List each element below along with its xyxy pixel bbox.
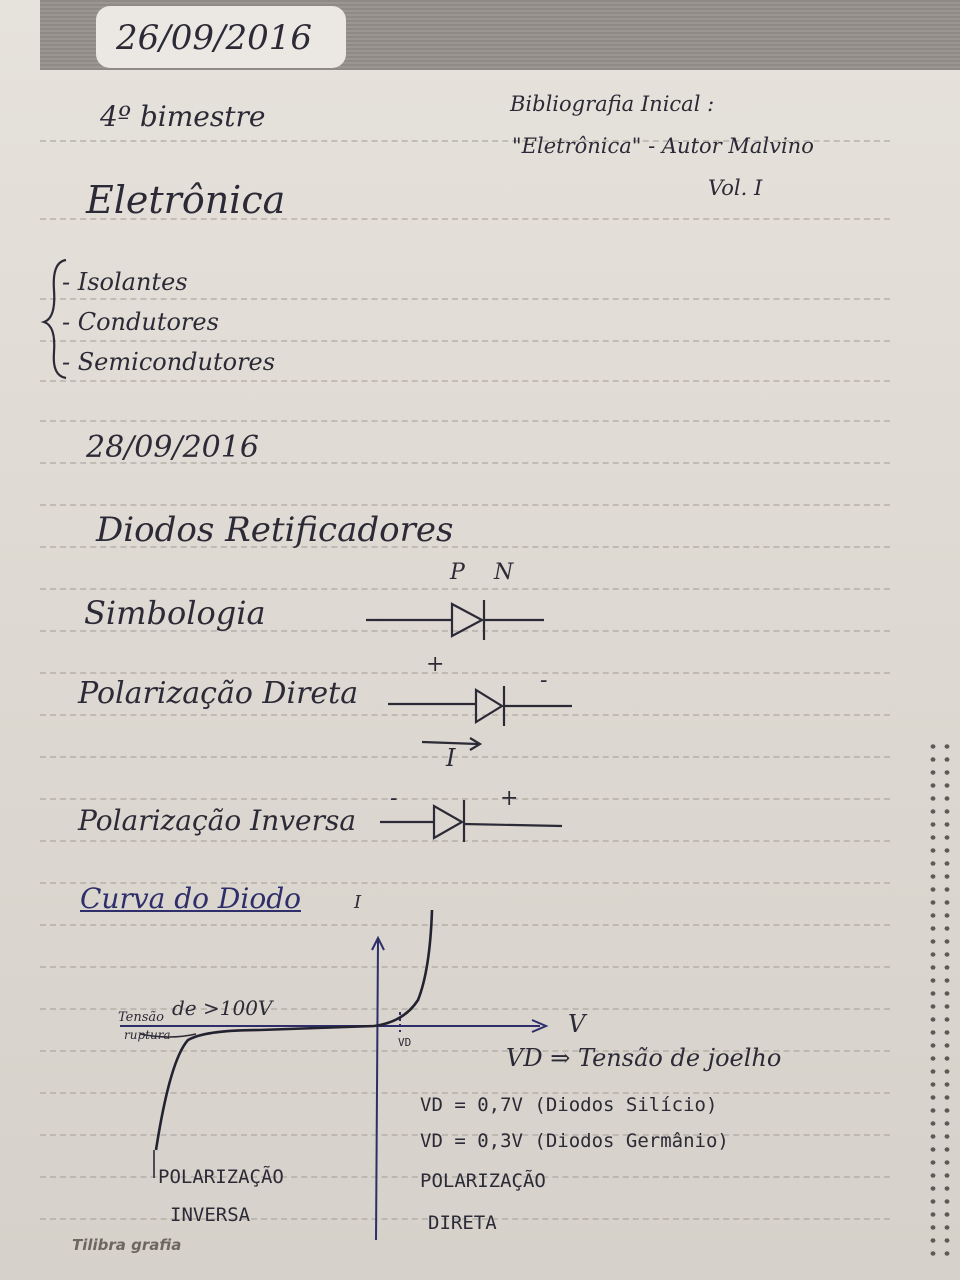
knee-definition: VD ⇒ Tensão de joelho: [506, 1044, 782, 1072]
axis-vd-label: VD: [398, 1036, 412, 1049]
direct-region-label-1: POLARIZAÇÃO: [420, 1170, 546, 1192]
vd-silicon: VD = 0,7V (Diodos Silício): [420, 1094, 718, 1116]
plus-sign-reverse: +: [500, 786, 519, 811]
reverse-region-label-1: POLARIZAÇÃO: [158, 1166, 284, 1188]
n-label: N: [494, 560, 514, 585]
topic-title: Diodos Retificadores: [96, 510, 454, 550]
header-date: 26/09/2016: [116, 18, 312, 58]
brace-icon: [44, 260, 66, 378]
breakdown-label-1: Tensão: [118, 1010, 164, 1025]
current-label: I: [446, 744, 456, 772]
axis-v-label: V: [568, 1010, 586, 1038]
bibliography-line3: Vol. I: [708, 176, 763, 200]
reverse-bias-label: Polarização Inversa: [78, 804, 357, 837]
reverse-region-label-2: INVERSA: [170, 1204, 251, 1226]
subject-title: Eletrônica: [86, 178, 286, 222]
axis-i-label: I: [354, 892, 362, 913]
symbology-label: Simbologia: [84, 594, 266, 632]
breakdown-value: de >100V: [172, 996, 273, 1020]
breakdown-arrow: [140, 1034, 196, 1037]
direct-region-label-2: DIRETA: [428, 1212, 497, 1234]
section-date: 28/09/2016: [86, 430, 259, 465]
direct-bias-label: Polarização Direta: [78, 676, 359, 711]
bibliography-line1: Bibliografia Inical :: [510, 92, 715, 116]
diode-curve-axes: [120, 938, 546, 1240]
bibliography-line2: "Eletrônica" - Autor Malvino: [512, 134, 814, 158]
breakdown-label-2: ruptura: [124, 1028, 171, 1042]
curve-title: Curva do Diodo: [80, 882, 301, 915]
material-item: - Condutores: [62, 308, 219, 336]
minus-sign-direct: -: [540, 668, 548, 693]
bimester-label: 4º bimestre: [100, 100, 266, 133]
diode-symbol-icon: [366, 600, 544, 640]
diode-curve-line: [156, 910, 432, 1150]
material-item: - Semicondutores: [62, 348, 276, 376]
p-label: P: [450, 560, 465, 585]
material-item: - Isolantes: [62, 268, 188, 296]
diode-reverse-icon: [380, 800, 562, 842]
minus-sign-reverse: -: [390, 786, 398, 811]
brand-logo: Tilibra grafia: [72, 1236, 182, 1254]
plus-sign-direct: +: [426, 652, 445, 677]
vd-germanium: VD = 0,3V (Diodos Germânio): [420, 1130, 729, 1152]
diode-direct-icon: [388, 686, 572, 750]
